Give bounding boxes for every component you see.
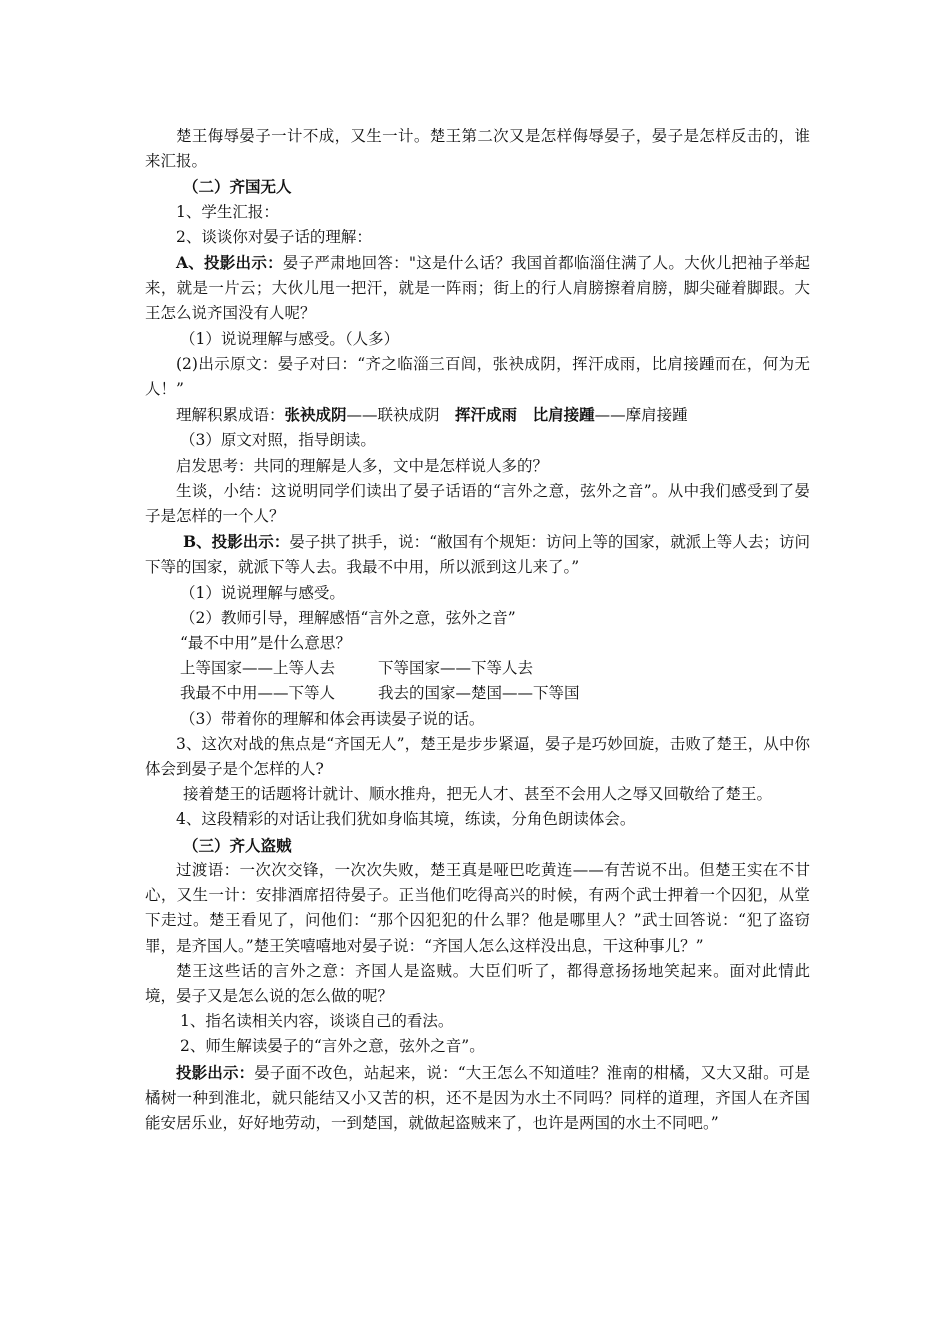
idiom: 张袂成阴	[284, 405, 347, 425]
projection-a	[145, 250, 810, 327]
paragraph: （3）带着你的理解和体会再读晏子说的话。	[180, 709, 485, 728]
comparison-left: 我最不中用——下等人	[180, 684, 336, 703]
paragraph: （2）教师引导，理解感悟“言外之意，弦外之音”	[180, 608, 516, 627]
comparison-left: 上等国家——上等人去	[180, 659, 336, 678]
projection-label: 投影出示：	[176, 1062, 255, 1082]
paragraph: 4、这段精彩的对话让我们犹如身临其境，练读，分角色朗读体会。	[176, 810, 636, 829]
paragraph: 楚王这些话的言外之意：齐国人是盗贼。大臣们听了，都得意扬扬地笑起来。面对此情此境，晏子又是怎么说的怎么做的呢？	[145, 961, 810, 1005]
section-heading: （三）齐人盗贼	[183, 835, 292, 855]
paragraph: 1、指名读相关内容，谈谈自己的看法。	[180, 1012, 454, 1031]
paragraph: 启发思考：共同的理解是人多，文中是怎样说人多的？	[176, 456, 549, 475]
paragraph: （1）说说理解与感受。	[180, 583, 345, 602]
lesson-text	[145, 124, 810, 1136]
idiom-line	[145, 402, 810, 428]
paragraph: （3）原文对照，指导朗读。	[180, 431, 376, 450]
paragraph: （1）说说理解与感受。（人多）	[180, 329, 400, 348]
projection-b	[145, 529, 810, 580]
paragraph: “最不中用”是什么意思？	[180, 634, 351, 653]
projection-label: B、投影出示：	[183, 532, 290, 552]
paragraph: 3、这次对战的焦点是“齐国无人”，楚王是步步紧逼，晏子是巧妙回旋，击败了楚王，从中你体会到晏子是个怎样的人?	[145, 734, 810, 779]
projection-quote: 晏子面不改色，站起来，说：“大王怎么不知道哇？淮南的柑橘，又大又甜。可是橘树一种到淮北，就只能结又小又苦的枳，还不是因为水土不同吗？同样的道理，齐国人在齐国能安居乐业，好好地劳动，一到楚国，就做起盗贼来了，也许是两国的水土不同吧。”	[145, 1063, 810, 1132]
projection-quote: 晏子严肃地回答："这是什么话？我国首都临淄住满了人。大伙儿把袖子举起来，就是一片云；大伙儿甩一把汗，就是一阵雨；街上的行人肩膀擦着肩膀，脚尖碰着脚跟。大王怎么说齐国没有人呢？	[145, 254, 810, 323]
paragraph: (2)出示原文：晏子对曰：“齐之临淄三百闾，张袂成阴，挥汗成雨，比肩接踵而在，何为无人！”	[145, 354, 810, 399]
idiom-note: ——联袂成阴	[346, 406, 456, 425]
idiom: 比肩接踵	[532, 405, 595, 425]
projection-quote: 晏子拱了拱手，说：“敝国有个规矩：访问上等的国家，就派上等人去；访问下等的国家，就派下等人去。我最不中用，所以派到这儿来了。”	[145, 533, 810, 577]
paragraph: 生谈，小结：这说明同学们读出了晏子话语的“言外之意，弦外之音”。从中我们感受到了晏子是怎样的一个人？	[145, 481, 810, 526]
section-heading: （二）齐国无人	[183, 177, 292, 197]
comparison-row	[145, 656, 810, 681]
comparison-row	[145, 681, 810, 706]
paragraph: 1、学生汇报：	[176, 202, 279, 221]
idiom-prefix: 理解积累成语：	[176, 406, 285, 425]
projection-label: A、投影出示：	[176, 253, 283, 273]
idiom-note: ——摩肩接踵	[594, 406, 688, 425]
paragraph: 楚王侮辱晏子一计不成，又生一计。楚王第二次又是怎样侮辱晏子，晏子是怎样反击的，谁来汇报。	[145, 127, 810, 171]
paragraph: 2、谈谈你对晏子话的理解：	[176, 227, 372, 246]
comparison-right: 我去的国家—楚国——下等国	[378, 684, 580, 703]
paragraph: 2、师生解读晏子的“言外之意，弦外之音”。	[180, 1037, 485, 1056]
paragraph: 接着楚王的话题将计就计、顺水推舟，把无人才、甚至不会用人之辱又回敬给了楚王。	[183, 785, 773, 804]
idiom: 挥汗成雨	[455, 405, 518, 425]
projection-c	[145, 1060, 810, 1137]
paragraph: 过渡语：一次次交锋，一次次失败，楚王真是哑巴吃黄连——有苦说不出。但楚王实在不甘心，又生一计：安排酒席招待晏子。正当他们吃得高兴的时候，有两个武士押着一个囚犯，从堂下走过。楚王看见了，问他们：“那个囚犯犯的什么罪？他是哪里人？”武士回答说：“犯了盗窃罪，是齐国人。”楚王笑嘻嘻地对晏子说：“齐国人怎么这样没出息，干这种事儿？”	[145, 860, 810, 955]
comparison-right: 下等国家——下等人去	[378, 659, 534, 678]
